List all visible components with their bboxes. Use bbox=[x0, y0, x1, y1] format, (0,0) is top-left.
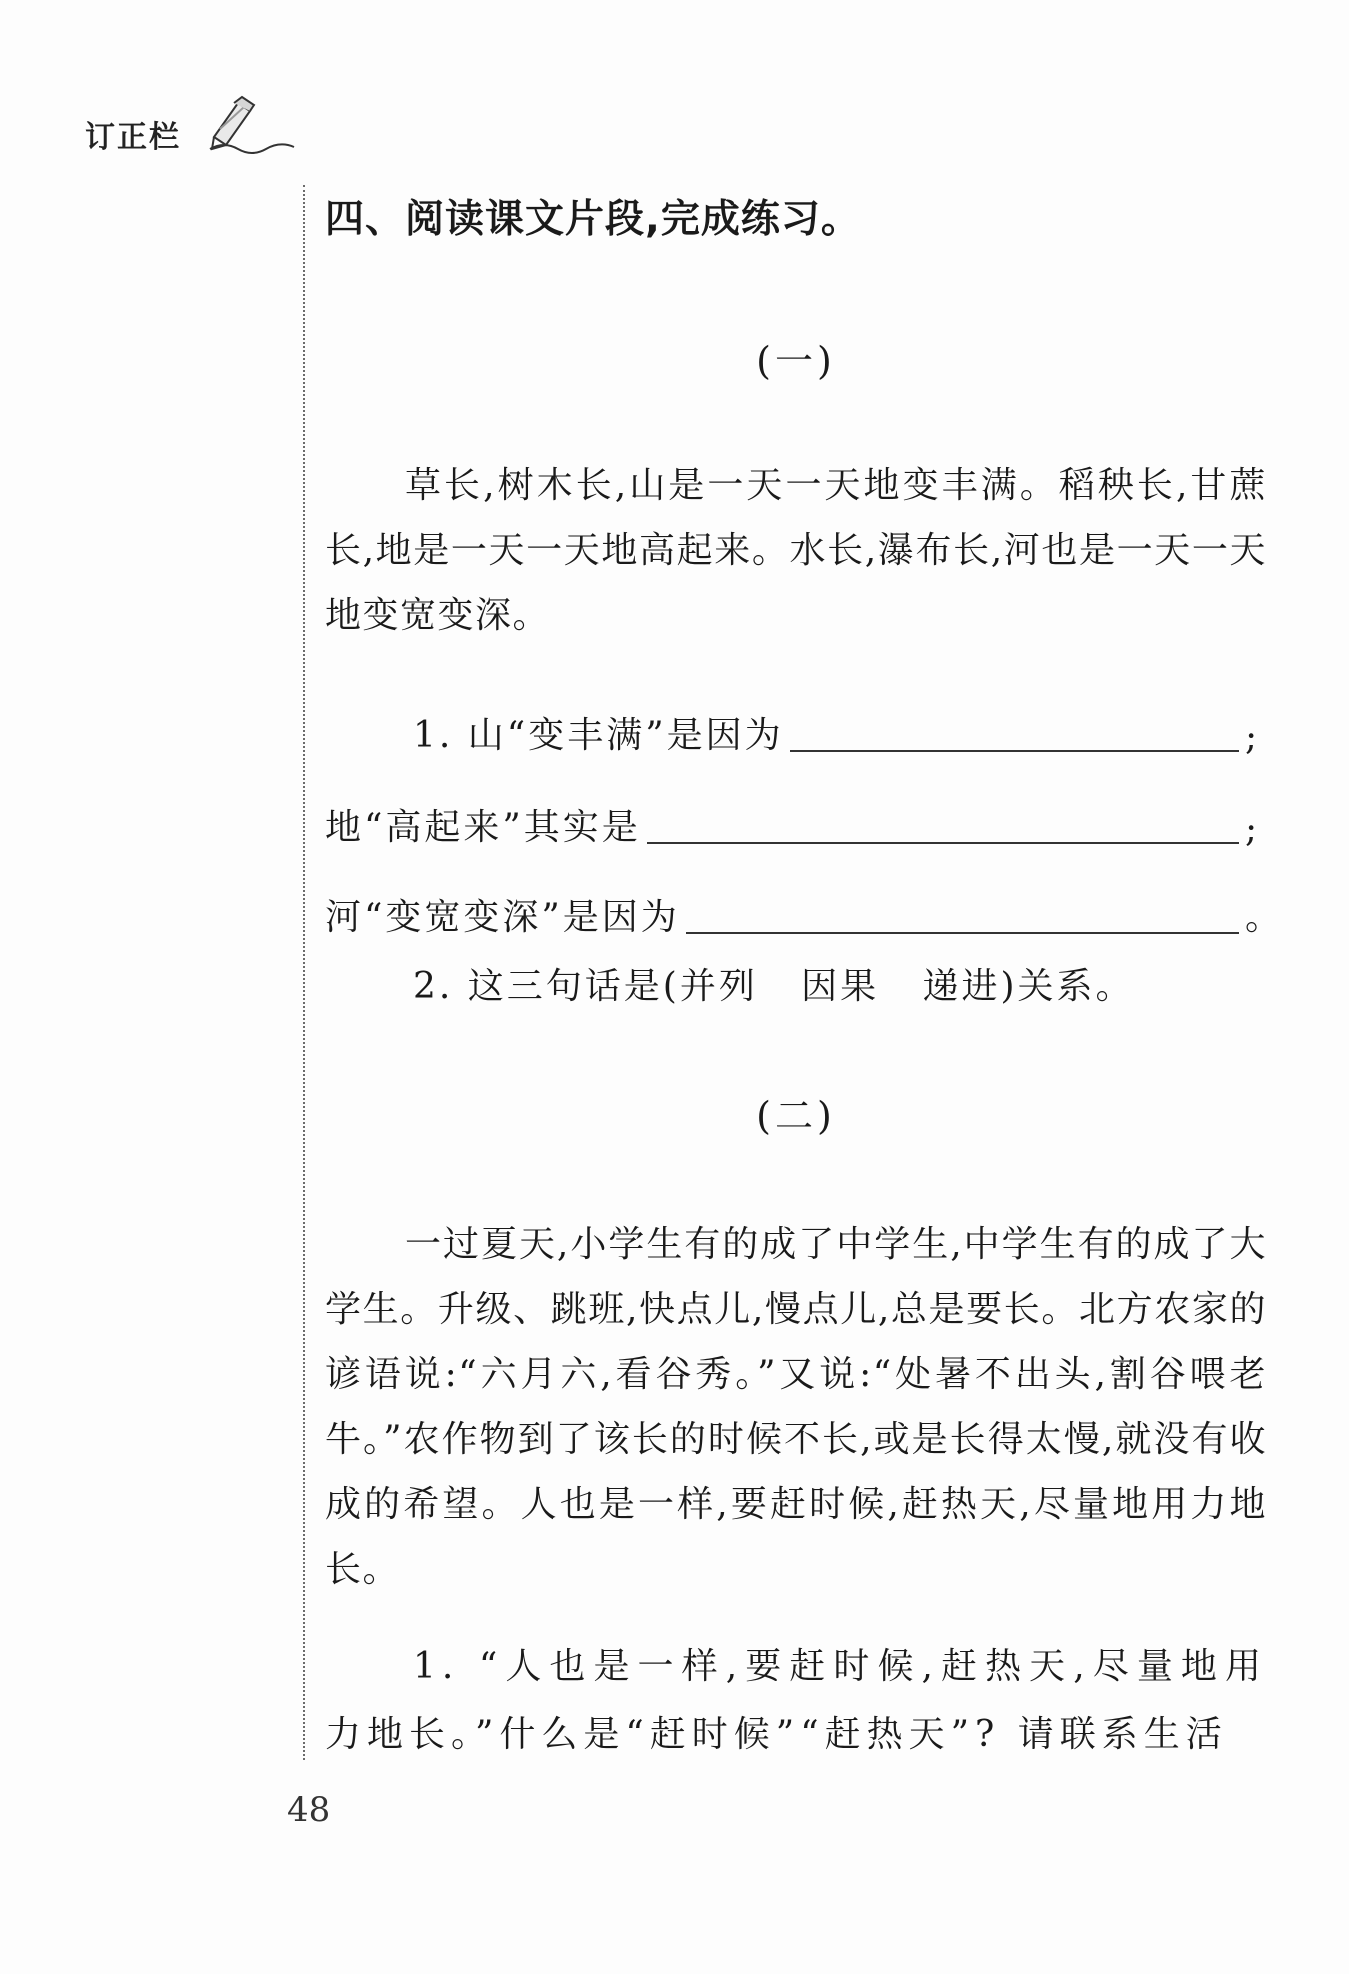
question-1-prompt-1: 1. 山“变丰满”是因为 bbox=[413, 715, 784, 756]
passage-2: 一过夏天,小学生有的成了中学生,中学生有的成了大学生。升级、跳班,快点儿,慢点儿,总是要长。北方农家的谚语说:“六月六,看谷秀。”又说:“处暑不出头,割谷喂老牛。”农作物到了该长的时候不长,或是长得太慢,就没有收成的希望。人也是一样,要赶时候,赶热天,尽量地用力地长。 bbox=[325, 1224, 1267, 1590]
answer-blank-3[interactable] bbox=[686, 890, 1239, 934]
correction-divider bbox=[303, 185, 305, 1760]
punctuation: 。 bbox=[1245, 897, 1285, 938]
punctuation: ; bbox=[1245, 809, 1261, 850]
punctuation: ; bbox=[1245, 717, 1261, 758]
question-1-line-2 bbox=[325, 790, 1267, 850]
exercise-heading: 四、阅读课文片段,完成练习。 bbox=[325, 197, 861, 242]
answer-blank-2[interactable] bbox=[647, 800, 1239, 844]
pencil-icon bbox=[208, 95, 298, 155]
correction-column-label: 订正栏 bbox=[85, 120, 181, 155]
question-1-prompt-2: 地“高起来”其实是 bbox=[325, 807, 641, 848]
question-1-line-3 bbox=[325, 880, 1285, 940]
question-2: 2. 这三句话是(并列 因果 递进)关系。 bbox=[413, 966, 1135, 1007]
question-1-line-1 bbox=[325, 698, 1267, 758]
question-1-prompt-3: 河“变宽变深”是因为 bbox=[325, 897, 680, 938]
question-2-1: 1. “人也是一样,要赶时候,赶热天,尽量地用力地长。”什么是“赶时候”“赶热天”? 请联系生活 bbox=[325, 1646, 1267, 1755]
answer-blank-1[interactable] bbox=[790, 708, 1239, 752]
section-title-2: (二) bbox=[756, 1094, 836, 1138]
section-title-1: (一) bbox=[756, 339, 836, 383]
passage-1: 草长,树木长,山是一天一天地变丰满。稻秧长,甘蔗长,地是一天一天地高起来。水长,瀑布长,河也是一天一天地变宽变深。 bbox=[325, 465, 1267, 636]
page-number: 48 bbox=[287, 1790, 331, 1830]
